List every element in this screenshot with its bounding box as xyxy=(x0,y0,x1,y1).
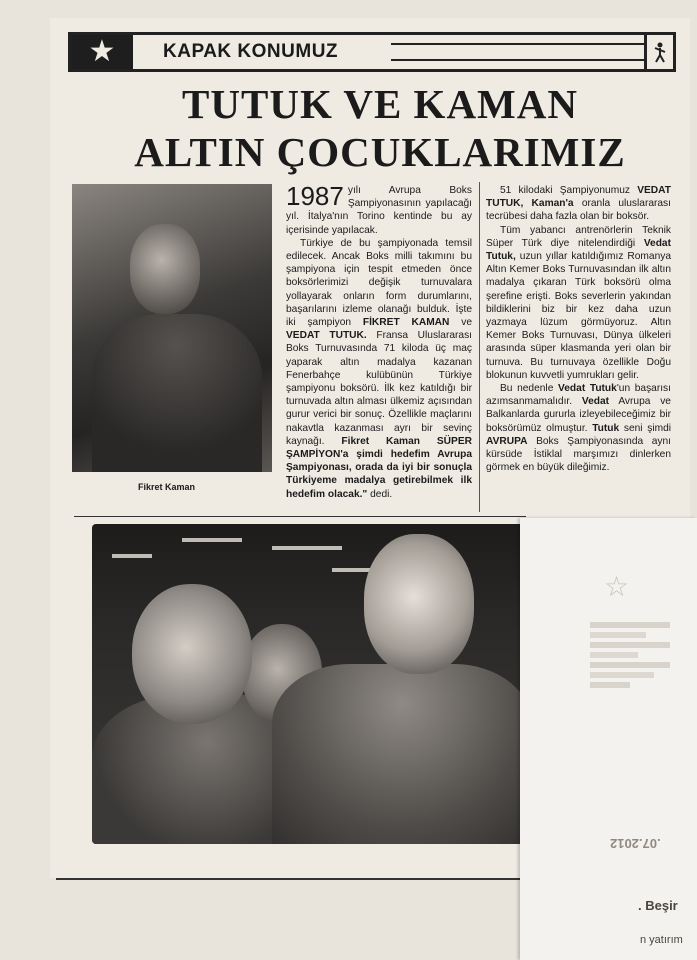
text-span: seni şimdi xyxy=(623,422,671,434)
text-span: Boks Şampiyonasında aynı kürsüde İstiklal marşımızı dinlerken görmek en büyük dileğimiz. xyxy=(486,435,671,474)
paragraph-5 xyxy=(486,382,671,474)
overlapping-paper xyxy=(520,518,697,960)
ceiling-light xyxy=(112,554,152,558)
overlay-text-1: . Beşir xyxy=(638,898,678,913)
star-icon: ★ xyxy=(71,35,133,69)
article-column-1 xyxy=(286,181,473,501)
photo-caption: Fikret Kaman xyxy=(138,482,196,492)
headline-line-2: ALTIN ÇOCUKLARIMIZ xyxy=(134,129,626,175)
name-vedat-tutuk: Vedat Tutuk xyxy=(558,383,617,395)
text-span: Bu nedenle xyxy=(500,383,554,395)
name-vedat-tutuk: VEDAT TUTUK, Kaman'a xyxy=(486,185,671,210)
photo-fikret-kaman xyxy=(72,184,272,472)
text-span: Fransa Uluslararası Boks Turnuvasında 71 kiloda üç maç yaparak altın madalya kazanan Fenerbahçe kulübünün Türkiye şampiyonu boksörü. İlk kez katıldığı bir turnuvada altın alması ülkemiz açısından gurur verici bir sonuç. Özellikle maçlarını nakavtla kazanması ayrı bir sevinç kaynağı. xyxy=(286,330,473,447)
name-tutuk: Tutuk xyxy=(592,422,620,434)
photo-official-face xyxy=(364,534,474,674)
ceiling-light xyxy=(182,538,242,542)
section-divider xyxy=(74,516,526,517)
paragraph-3 xyxy=(486,184,671,224)
quote-text: Fikret Kaman SÜPER ŞAMPİYON'a şimdi hedefim Avrupa Şampiyonası, orada da iyi bir sonuçla Türkiyeme madalya getirebilmek ilk hedefim olacak." xyxy=(286,435,472,500)
boxer-icon xyxy=(644,35,673,69)
text-span: ve xyxy=(461,317,472,329)
section-header-band xyxy=(68,32,676,72)
photo-boxer-face xyxy=(132,584,252,724)
word-avrupa: AVRUPA xyxy=(486,435,528,447)
faded-star-icon: ☆ xyxy=(604,571,630,602)
dropcap-year: 1987 xyxy=(286,181,344,211)
header-stripe xyxy=(391,43,653,61)
photo-body xyxy=(92,314,262,472)
ceiling-light xyxy=(272,546,342,550)
paragraph-4 xyxy=(486,224,671,382)
bottom-rule xyxy=(56,878,526,880)
reversed-date: .07.2012 xyxy=(610,836,661,851)
section-label: KAPAK KONUMUZ xyxy=(163,41,339,62)
text-span: 51 kilodaki Şampiyonumuz xyxy=(500,185,630,196)
paragraph-1 xyxy=(286,181,472,237)
show-through-text xyxy=(590,618,670,692)
text-span: oranla uluslararası tecrübesi daha fazla olan bir boksör. xyxy=(486,198,671,223)
photo-person-suit xyxy=(272,664,524,844)
name-vedat: Vedat xyxy=(581,396,610,408)
paragraph-1-text: yılı Avrupa Boks Şampiyonasının yapılacağı yıl. İtalya'nın Torino kentinde bu ay içerisinde yapılacak. xyxy=(286,185,472,236)
headline-line-1: TUTUK VE KAMAN xyxy=(182,81,578,127)
text-span: Avrupa ve Balkanlarda gururla izleyebileceğimiz bir boksörümüz olmuştur. xyxy=(486,396,671,434)
text-span: 'un başarısı azımsanmamalıdır. xyxy=(486,383,671,408)
name-vedat-tutuk: VEDAT TUTUK. xyxy=(286,330,367,342)
name-fikret-kaman: FİKRET KAMAN xyxy=(362,317,450,329)
paragraph-2 xyxy=(286,237,472,501)
name-vedat-tutuk: Vedat Tutuk, xyxy=(486,237,671,263)
group-photo xyxy=(92,524,524,844)
column-divider xyxy=(479,182,480,512)
text-span: Tüm yabancı antrenörlerin Teknik Süper Türk diye nitelendirdiği xyxy=(486,224,671,249)
text-span: Türkiye de bu şampiyonada temsil edilecek. Ancak Boks milli takımını bu şampiyona için tespit etmeden önce boksörlerimizi değişik turnuvalara yollayarak onların form durumlarını, başarılarını izleme olanağı bulduk. İşte iki şampiyon xyxy=(286,237,472,329)
photo-face xyxy=(130,224,200,314)
text-span: dedi. xyxy=(370,488,393,500)
text-span: uzun yıllar katıldığımız Romanya Altın Kemer Boks Turnuvasından ilk altın madalya çıkaran Türk boksörü olma şerefine erişti. Boks severlerin yakından bildiklerini biz bir kez daha uzun yazmaya lüzum görmüyoruz. Altın Kemer Boks Turnuvası, Dünya ülkeleri arasında süper klasmanda yeri olan bir turnuva. Bu turnuvaya özellikle Doğu blokunun kuvvetli yumrukları gelir. xyxy=(486,251,671,381)
article-column-2 xyxy=(486,184,671,474)
overlay-text-2: n yatırım xyxy=(640,934,683,946)
